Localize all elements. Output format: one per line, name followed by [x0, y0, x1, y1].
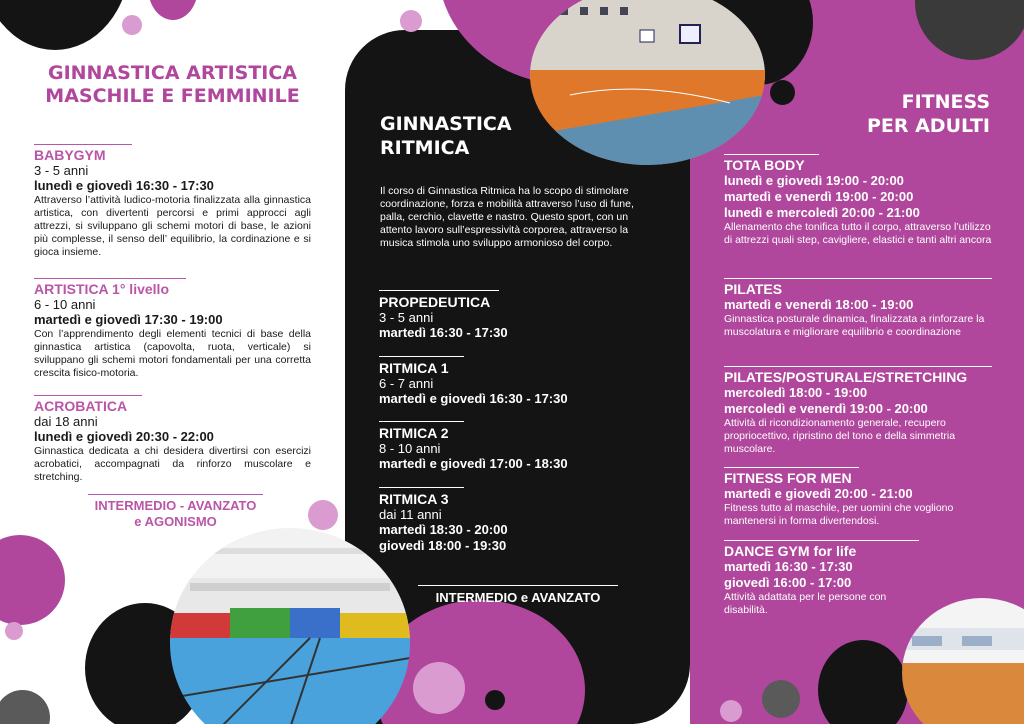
schedule-line: lunedì e giovedì 19:00 - 20:00 — [724, 173, 904, 188]
block-heading: PILATES — [724, 281, 783, 297]
center-intro: Il corso di Ginnastica Ritmica ha lo scopo di stimolare coordinazione, forza e mobilità attraverso l’uso di fune, palla, cerchio, clavette e nastro. Questo sport, con un attento lavoro sull’espressività corporea, attraverso la musica stimola uno sviluppo armonioso del corpo. — [380, 185, 634, 249]
block-description: Ginnastica posturale dinamica, finalizzata a rinforzare la muscolatura e migliorare equilibrio e coordinazione — [724, 313, 985, 338]
divider — [379, 487, 464, 488]
block-heading: ACROBATICA — [34, 398, 128, 414]
divider — [34, 144, 132, 145]
block-heading: RITMICA 1 — [379, 360, 449, 376]
schedule-line: martedì e giovedì 17:30 - 19:00 — [34, 312, 223, 327]
block-age: 3 - 5 anni — [379, 310, 434, 325]
schedule-line: martedì e venerdì 18:00 - 19:00 — [724, 297, 914, 312]
divider — [379, 356, 464, 357]
block-heading: RITMICA 3 — [379, 491, 449, 507]
center-footer — [418, 585, 618, 605]
footer-line: e AGONISMO — [134, 514, 217, 529]
babygym-block — [34, 144, 311, 259]
fitness-for-men-block — [724, 467, 992, 528]
schedule-line: mercoledì 18:00 - 19:00 — [724, 385, 868, 400]
ritmica1-block — [379, 356, 659, 407]
schedule-line: martedì e giovedì 20:00 - 21:00 — [724, 486, 913, 501]
title-line: GINNASTICA ARTISTICA — [47, 62, 298, 84]
divider — [724, 540, 919, 541]
title-line: RITMICA — [380, 137, 470, 159]
divider — [34, 395, 142, 396]
propedeutica-block — [379, 290, 659, 341]
pilates-posturale-block — [724, 366, 992, 456]
block-age: 8 - 10 anni — [379, 441, 441, 456]
dance-gym-block — [724, 540, 924, 617]
block-age: 3 - 5 anni — [34, 163, 89, 178]
schedule-line: giovedì 16:00 - 17:00 — [724, 575, 852, 590]
ritmica2-block — [379, 421, 659, 472]
decor-circle — [5, 622, 23, 640]
block-heading: FITNESS FOR MEN — [724, 470, 852, 486]
schedule-line: martedì e giovedì 16:30 - 17:30 — [379, 391, 568, 406]
block-description: Attraverso l’attività ludico-motoria finalizzata alla ginnastica artistica, con divertenti percorsi e primi approcci agli attrezzi, si sviluppano gli schemi motori di base, le azioni più complesse, il senso dell’ equilibrio, la cordinazione e si gioca insieme. — [34, 194, 311, 258]
schedule-line: martedì 18:30 - 20:00 — [379, 522, 508, 537]
decor-circle — [148, 0, 198, 20]
decor-circle — [770, 80, 795, 105]
block-heading: PILATES/POSTURALE/STRETCHING — [724, 369, 968, 385]
decor-circle — [122, 15, 142, 35]
block-description: Allenamento che tonifica tutto il corpo, attraverso l’utilizzo di attrezzi quali step, cavigliere, elastici e tanti altri ancora — [724, 221, 992, 246]
schedule-line: martedì e giovedì 17:00 - 18:30 — [379, 456, 568, 471]
block-heading: TOTA BODY — [724, 157, 805, 173]
block-age: dai 18 anni — [34, 414, 98, 429]
block-heading: BABYGYM — [34, 147, 106, 163]
block-description: Attività adattata per le persone con disabilità. — [724, 591, 887, 616]
acrobatica-block — [34, 395, 311, 484]
divider — [724, 278, 992, 279]
decor-circle — [400, 10, 422, 32]
decor-circle — [762, 680, 800, 718]
schedule-line: martedì 16:30 - 17:30 — [379, 325, 508, 340]
block-age: dai 11 anni — [379, 507, 442, 522]
pilates-block — [724, 278, 992, 339]
decor-circle — [308, 500, 338, 530]
divider — [379, 421, 464, 422]
block-heading: ARTISTICA 1° livello — [34, 281, 169, 297]
divider — [724, 366, 992, 367]
total-body-block — [724, 154, 992, 247]
footer-line: INTERMEDIO e AVANZATO — [435, 590, 601, 605]
left-footer — [88, 494, 263, 530]
schedule-line: lunedì e giovedì 20:30 - 22:00 — [34, 429, 214, 444]
divider — [88, 494, 263, 495]
divider — [724, 154, 819, 155]
schedule-line: martedì 16:30 - 17:30 — [724, 559, 853, 574]
title-line: FITNESS — [901, 91, 990, 113]
right-section-title — [830, 90, 990, 138]
left-section-title — [20, 62, 325, 108]
divider — [418, 585, 618, 586]
divider — [379, 290, 499, 291]
decor-circle — [0, 690, 50, 724]
decor-circle — [720, 700, 742, 722]
center-section-title — [380, 112, 512, 160]
decor-circle — [0, 0, 130, 50]
schedule-line: giovedì 18:00 - 19:30 — [379, 538, 507, 553]
block-description: Con l’apprendimento degli elementi tecnici di base della ginnastica artistica (capovolta, ruota, verticale) si sviluppano gli schemi motori fondamentali per una corretta crescita fisico-motoria. — [34, 328, 311, 379]
title-line: GINNASTICA — [380, 113, 512, 135]
block-heading: PROPEDEUTICA — [379, 294, 491, 310]
block-age: 6 - 7 anni — [379, 376, 434, 391]
divider — [34, 278, 186, 279]
decor-circle — [485, 690, 505, 710]
title-line: PER ADULTI — [866, 115, 990, 137]
footer-line: INTERMEDIO - AVANZATO — [94, 498, 257, 513]
divider — [724, 467, 859, 468]
schedule-line: mercoledì e venerdì 19:00 - 20:00 — [724, 401, 928, 416]
schedule-line: lunedì e mercoledì 20:00 - 21:00 — [724, 205, 920, 220]
title-line: MASCHILE E FEMMINILE — [45, 84, 300, 107]
block-description: Fitness tutto al maschile, per uomini che vogliono mantenersi in forma divertendosi. — [724, 502, 954, 527]
block-description: Ginnastica dedicata a chi desidera divertirsi con esercizi acrobatici, accompagnati da rinforzo muscolare e stretching. — [34, 445, 311, 483]
block-description: Attività di ricondizionamento generale, recupero propriocettivo, ripristino del tono e della simmetria muscolare. — [724, 417, 956, 455]
artistica-block — [34, 278, 311, 380]
schedule-line: martedì e venerdì 19:00 - 20:00 — [724, 189, 914, 204]
decor-circle — [0, 535, 65, 625]
block-heading: RITMICA 2 — [379, 425, 449, 441]
block-heading: DANCE GYM for life — [724, 543, 857, 559]
decor-circle — [413, 662, 465, 714]
schedule-line: lunedì e giovedì 16:30 - 17:30 — [34, 178, 214, 193]
ritmica3-block — [379, 487, 659, 554]
block-age: 6 - 10 anni — [34, 297, 96, 312]
